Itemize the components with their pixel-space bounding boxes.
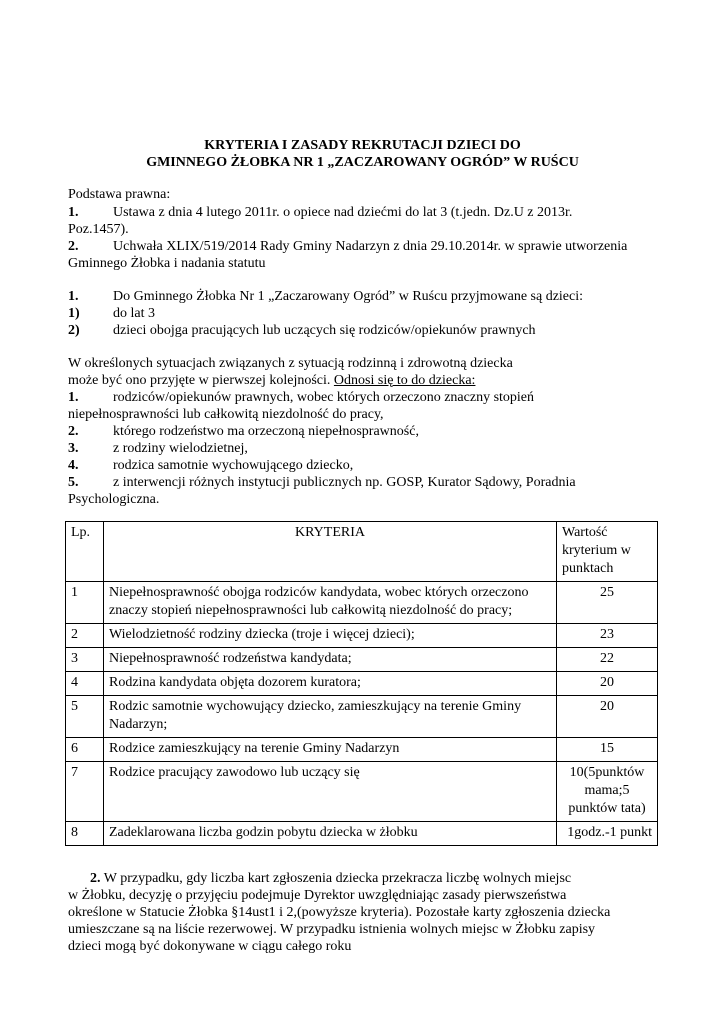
priority-item-3 xyxy=(68,440,248,457)
legal-item-1-continuation: Poz.1457). xyxy=(68,222,129,237)
section-1-sub-2-text: dzieci obojga pracujących lub uczących się rodziców/opiekunów prawnych xyxy=(113,323,536,338)
header-criteria: KRYTERIA xyxy=(104,522,557,582)
section-2-line-1 xyxy=(90,870,571,887)
row-2-criteria: Wielodzietność rodziny dziecka (troje i więcej dzieci); xyxy=(104,624,557,648)
legal-item-1-number: 1. xyxy=(68,205,79,220)
row-7-value: 10(5punktów mama;5 punktów tata) xyxy=(557,762,658,822)
table-row xyxy=(66,696,658,738)
row-6-criteria: Rodzice zamieszkujący na terenie Gminy Nadarzyn xyxy=(104,738,557,762)
section-2-line-3: określone w Statucie Żłobka §14ust1 i 2,(powyższe kryteria). Pozostałe karty zgłoszenia dziecka xyxy=(68,905,611,920)
row-7-criteria: Rodzice pracujący zawodowo lub uczący się xyxy=(104,762,557,822)
section-2-number: 2. xyxy=(90,871,101,886)
priority-item-2-number: 2. xyxy=(68,424,79,439)
section-2-line-2: w Żłobku, decyzję o przyjęciu podejmuje Dyrektor uwzględniając zasady pierwszeństwa xyxy=(68,888,567,903)
row-7-lp: 7 xyxy=(66,762,104,822)
row-6-value: 15 xyxy=(557,738,658,762)
row-5-lp: 5 xyxy=(66,696,104,738)
row-1-lp: 1 xyxy=(66,582,104,624)
priority-item-1-continuation: niepełnosprawności lub całkowitą niezdolność do pracy, xyxy=(68,407,384,422)
priority-item-4-number: 4. xyxy=(68,458,79,473)
priority-item-1-text: rodziców/opiekunów prawnych, wobec których orzeczono znaczny stopień xyxy=(113,390,535,405)
priority-item-3-number: 3. xyxy=(68,441,79,456)
row-8-criteria: Zadeklarowana liczba godzin pobytu dziecka w żłobku xyxy=(104,822,557,846)
row-8-value: 1godz.-1 punkt xyxy=(557,822,658,846)
section-2-text-1: W przypadku, gdy liczba kart zgłoszenia dziecka przekracza liczbę wolnych miejsc xyxy=(100,871,572,886)
legal-item-2-continuation: Gminnego Żłobka i nadania statutu xyxy=(68,256,266,271)
section-1-sub-1-number: 1) xyxy=(68,306,80,321)
row-4-value: 20 xyxy=(557,672,658,696)
section-1-sub-2 xyxy=(68,322,536,339)
row-1-value: 25 xyxy=(557,582,658,624)
legal-basis-heading: Podstawa prawna: xyxy=(68,187,171,202)
row-2-value: 23 xyxy=(557,624,658,648)
priority-intro-underlined: Odnosi się to do dziecka: xyxy=(333,373,476,388)
row-6-lp: 6 xyxy=(66,738,104,762)
priority-item-1-number: 1. xyxy=(68,390,79,405)
priority-item-1 xyxy=(68,389,534,406)
table-row xyxy=(66,648,658,672)
legal-item-2 xyxy=(68,238,627,255)
legal-item-2-text: Uchwała XLIX/519/2014 Rady Gminy Nadarzyn z dnia 29.10.2014r. w sprawie utworzenia xyxy=(113,239,628,254)
section-1-sub-1 xyxy=(68,305,155,322)
document-title-line-2: GMINNEGO ŻŁOBKA NR 1 „ZACZAROWANY OGRÓD” W RUŚCU xyxy=(146,155,579,170)
table-header-row xyxy=(66,522,658,582)
row-3-value: 22 xyxy=(557,648,658,672)
priority-intro-text: może być ono przyjęte w pierwszej kolejności. xyxy=(68,373,334,388)
legal-item-1-text: Ustawa z dnia 4 lutego 2011r. o opiece nad dziećmi do lat 3 (t.jedn. Dz.U z 2013r. xyxy=(113,205,573,220)
row-4-lp: 4 xyxy=(66,672,104,696)
section-1-heading xyxy=(68,288,583,305)
priority-item-5 xyxy=(68,474,576,491)
priority-item-5-text: z interwencji różnych instytucji publicznych np. GOSP, Kurator Sądowy, Poradnia xyxy=(113,475,576,490)
table-row xyxy=(66,822,658,846)
row-5-criteria: Rodzic samotnie wychowujący dziecko, zamieszkujący na terenie Gminy Nadarzyn; xyxy=(104,696,557,738)
table-row xyxy=(66,672,658,696)
row-5-value: 20 xyxy=(557,696,658,738)
row-3-lp: 3 xyxy=(66,648,104,672)
row-1-criteria: Niepełnosprawność obojga rodziców kandydata, wobec których orzeczono znaczy stopień niepełnosprawności lub całkowitą niezdolność do pracy; xyxy=(104,582,557,624)
criteria-table xyxy=(65,521,658,846)
table-row xyxy=(66,738,658,762)
priority-item-2 xyxy=(68,423,419,440)
priority-item-3-text: z rodziny wielodzietnej, xyxy=(113,441,248,456)
priority-item-2-text: którego rodzeństwo ma orzeczoną niepełnosprawność, xyxy=(113,424,419,439)
section-1-sub-2-number: 2) xyxy=(68,323,80,338)
section-2-line-5: dzieci mogą być dokonywane w ciągu całego roku xyxy=(68,939,352,954)
row-2-lp: 2 xyxy=(66,624,104,648)
table-row xyxy=(66,582,658,624)
priority-item-5-continuation: Psychologiczna. xyxy=(68,492,160,507)
header-value: Wartość kryterium w punktach xyxy=(557,522,658,582)
table-row xyxy=(66,624,658,648)
row-3-criteria: Niepełnosprawność rodzeństwa kandydata; xyxy=(104,648,557,672)
document-title-line-1: KRYTERIA I ZASADY REKRUTACJI DZIECI DO xyxy=(204,138,521,153)
section-1-sub-1-text: do lat 3 xyxy=(113,306,155,321)
legal-item-2-number: 2. xyxy=(68,239,79,254)
section-1-text: Do Gminnego Żłobka Nr 1 „Zaczarowany Ogród” w Ruścu przyjmowane są dzieci: xyxy=(113,289,584,304)
table-row xyxy=(66,762,658,822)
priority-intro-line-2 xyxy=(68,372,475,389)
priority-item-5-number: 5. xyxy=(68,475,79,490)
section-1-number: 1. xyxy=(68,289,79,304)
priority-item-4 xyxy=(68,457,353,474)
legal-item-1 xyxy=(68,204,572,221)
header-lp: Lp. xyxy=(66,522,104,582)
priority-intro-line-1: W określonych sytuacjach związanych z sytuacją rodzinną i zdrowotną dziecka xyxy=(68,356,513,371)
row-8-lp: 8 xyxy=(66,822,104,846)
priority-item-4-text: rodzica samotnie wychowującego dziecko, xyxy=(113,458,354,473)
section-2-line-4: umieszczane są na liście rezerwowej. W przypadku istnienia wolnych miejsc w Żłobku zapisy xyxy=(68,922,596,937)
row-4-criteria: Rodzina kandydata objęta dozorem kuratora; xyxy=(104,672,557,696)
